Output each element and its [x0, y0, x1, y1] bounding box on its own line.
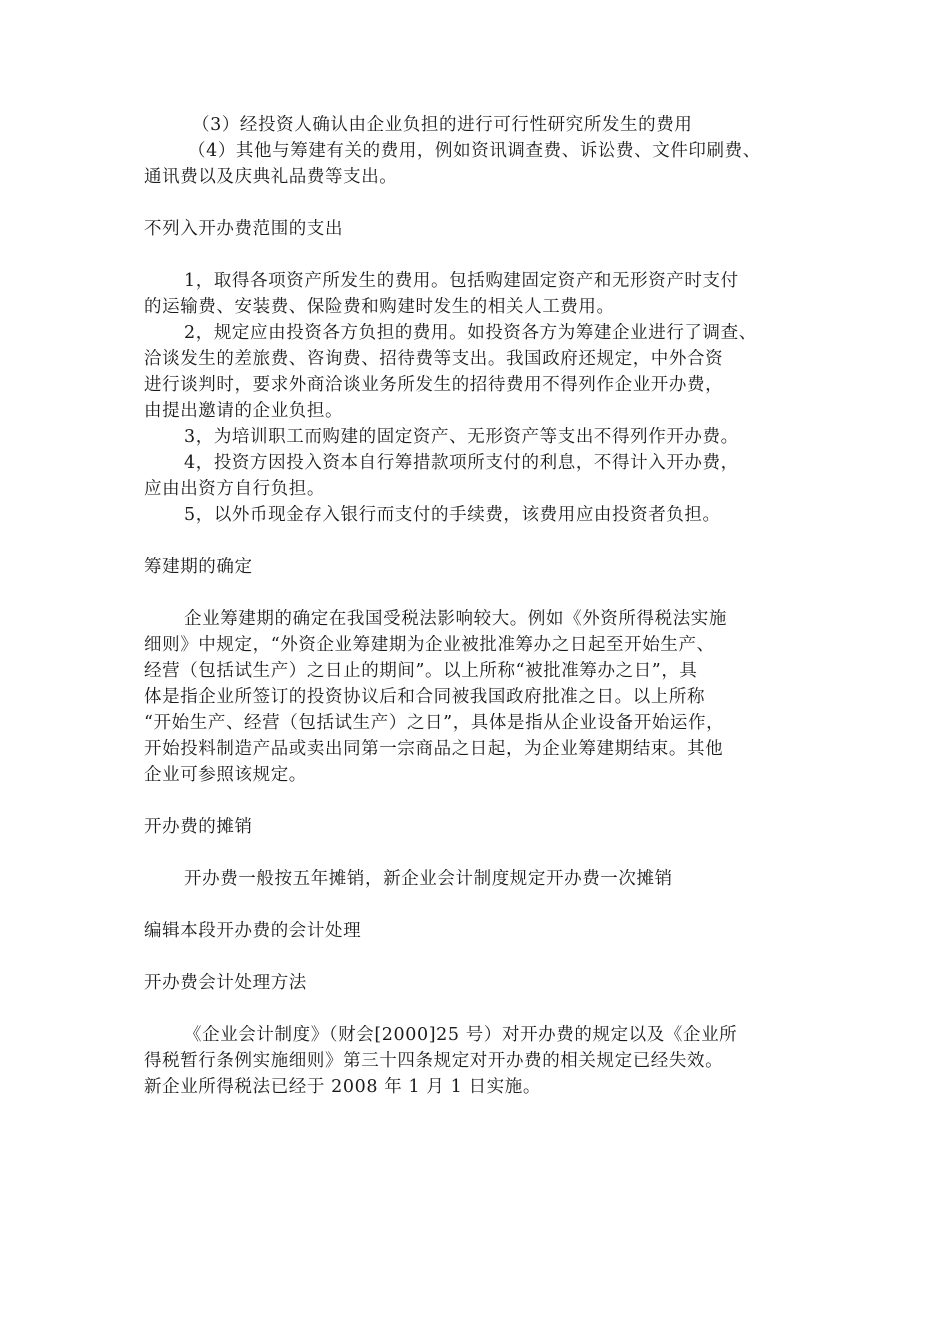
- section-heading-period: 筹建期的确定: [144, 557, 253, 577]
- list-item-3: （3）经投资人确认由企业负担的进行可行性研究所发生的费用: [192, 115, 693, 135]
- paragraph-line: 的运输费、安装费、保险费和购建时发生的相关人工费用。: [144, 297, 615, 317]
- paragraph-line: 1，取得各项资产所发生的费用。包括购建固定资产和无形资产时支付: [184, 271, 739, 291]
- paragraph-line: 新企业所得税法已经于 2008 年 1 月 1 日实施。: [144, 1077, 541, 1097]
- paragraph-line: 经营（包括试生产）之日止的期间”。以上所称“被批准筹办之日”，具: [144, 661, 698, 681]
- paragraph-line: “开始生产、经营（包括试生产）之日”，具体是指从企业设备开始运作，: [144, 713, 725, 733]
- document-page: [144, 112, 808, 1100]
- paragraph-line: 体是指企业所签订的投资协议后和合同被我国政府批准之日。以上所称: [144, 687, 706, 707]
- paragraph-line: 开始投料制造产品或卖出同第一宗商品之日起，为企业筹建期结束。其他: [144, 739, 724, 759]
- paragraph-line: 企业可参照该规定。: [144, 765, 307, 785]
- paragraph-line: 应由出资方自行负担。: [144, 479, 325, 499]
- paragraph-line: 洽谈发生的差旅费、咨询费、招待费等支出。我国政府还规定，中外合资: [144, 349, 724, 369]
- paragraph-line: 由提出邀请的企业负担。: [144, 401, 344, 421]
- section-heading-amortization: 开办费的摊销: [144, 817, 253, 837]
- paragraph-line: 得税暂行条例实施细则》第三十四条规定对开办费的相关规定已经失效。: [144, 1051, 724, 1071]
- paragraph-line: 进行谈判时，要求外商洽谈业务所发生的招待费用不得列作企业开办费，: [144, 375, 724, 395]
- list-item-4-cont: 通讯费以及庆典礼品费等支出。: [144, 167, 398, 187]
- paragraph-line: 企业筹建期的确定在我国受税法影响较大。例如《外资所得税法实施: [184, 609, 727, 629]
- paragraph-line: 2，规定应由投资各方负担的费用。如投资各方为筹建企业进行了调查、: [184, 323, 757, 343]
- paragraph-line: 细则》中规定，“外资企业筹建期为企业被批准筹办之日起至开始生产、: [144, 635, 715, 655]
- paragraph-line: 《企业会计制度》（财会[2000]25 号）对开办费的规定以及《企业所: [184, 1025, 738, 1045]
- section-heading-method: 开办费会计处理方法: [144, 973, 307, 993]
- paragraph-line: 5，以外币现金存入银行而支付的手续费，该费用应由投资者负担。: [184, 505, 721, 525]
- paragraph-line: 开办费一般按五年摊销，新企业会计制度规定开办费一次摊销: [184, 869, 673, 889]
- paragraph-line: 3，为培训职工而购建的固定资产、无形资产等支出不得列作开办费。: [184, 427, 739, 447]
- paragraph-line: 4，投资方因投入资本自行筹措款项所支付的利息，不得计入开办费，: [184, 453, 739, 473]
- list-item-4: （4）其他与筹建有关的费用，例如资讯调查费、诉讼费、文件印刷费、: [188, 141, 761, 161]
- section-heading-excluded: 不列入开办费范围的支出: [144, 219, 344, 239]
- edit-section-heading: 编辑本段开办费的会计处理: [144, 921, 362, 941]
